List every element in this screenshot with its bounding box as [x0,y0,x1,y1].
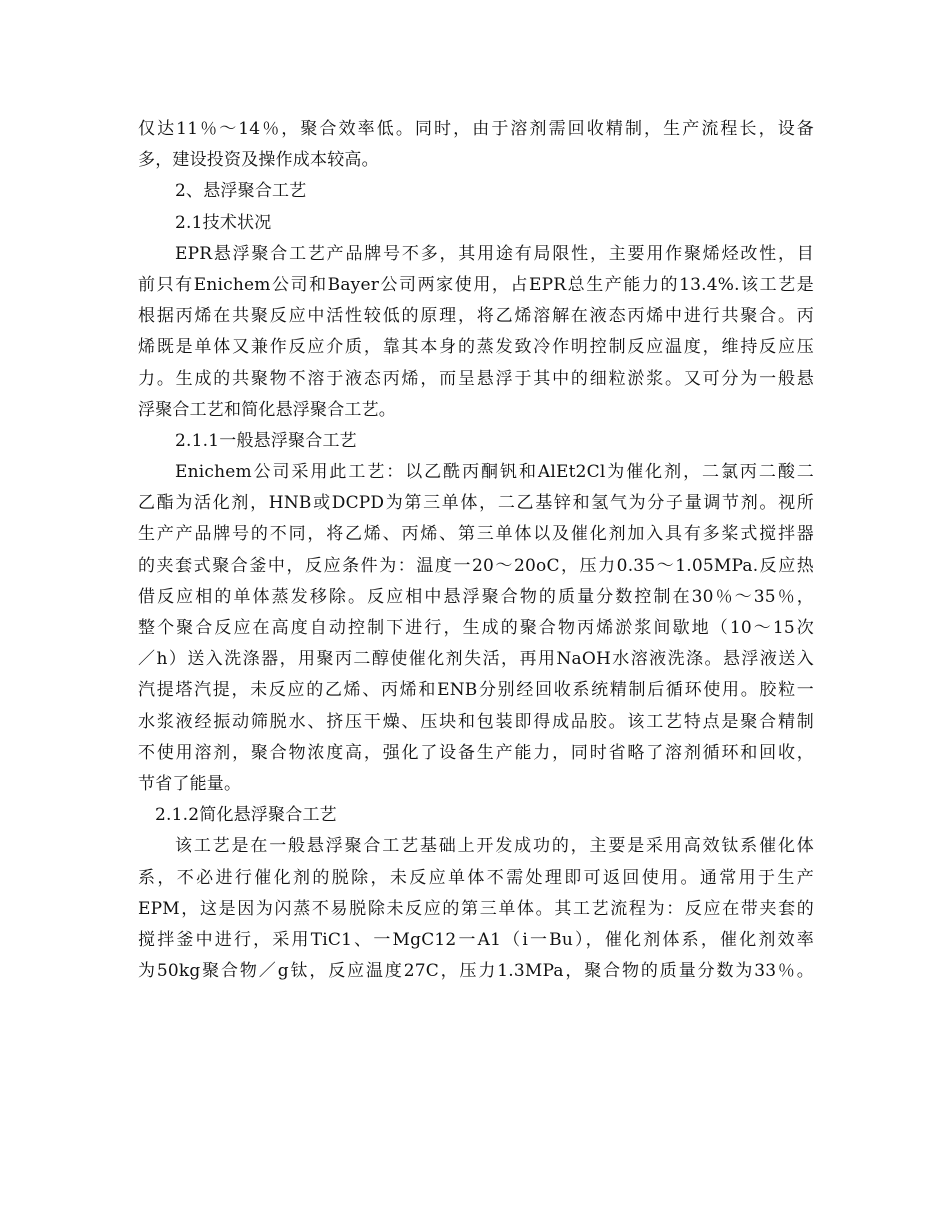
text-line: 生产产品牌号的不同，将乙烯、丙烯、第三单体以及催化剂加入具有多桨式搅拌器 [138,524,814,545]
text-line: 搅拌釜中进行，采用TiC1、一MgC12一A1（i一Bu），催化剂体系，催化剂效率 [138,929,814,950]
document-body [138,114,814,987]
text-line: 力。生成的共聚物不溶于液态丙烯，而呈悬浮于其中的细粒淤浆。又可分为一般悬 [138,368,814,389]
text-line: 该工艺是在一般悬浮聚合工艺基础上开发成功的，主要是采用高效钛系催化体 [175,836,814,857]
text-line: ／h）送入洗涤器，用聚丙二醇使催化剂失活，再用NaOH水溶液洗涤。悬浮液送入 [138,649,814,670]
text-line: 仅达11％～14％，聚合效率低。同时，由于溶剂需回收精制，生产流程长，设备 [138,119,814,139]
subsection-heading: 2.1.2简化悬浮聚合工艺 [155,805,337,826]
text-line: 整个聚合反应在高度自动控制下进行，生成的聚合物丙烯淤浆间歇地（10～15次 [138,618,814,638]
text-line: 为50kg聚合物／g钛，反应温度27C，压力1.3MPa，聚合物的质量分数为33％。 [138,961,814,982]
text-line: 汽提塔汽提，未反应的乙烯、丙烯和ENB分别经回收系统精制后循环使用。胶粒一 [138,680,814,701]
text-line: Enichem公司采用此工艺：以乙酰丙酮钒和AlEt2Cl为催化剂，二氯丙二酸二 [175,462,814,483]
text-line: 乙酯为活化剂，HNB或DCPD为第三单体，二乙基锌和氢气为分子量调节剂。视所 [138,493,814,514]
section-heading: 2、悬浮聚合工艺 [175,181,307,202]
text-line: 的夹套式聚合釜中，反应条件为：温度一20～20oC，压力0.35～1.05MPa.反应热 [138,555,814,576]
text-line: 不使用溶剂，聚合物浓度高，强化了设备生产能力，同时省略了溶剂循环和回收， [138,742,814,763]
text-line: 借反应相的单体蒸发移除。反应相中悬浮聚合物的质量分数控制在30％～35％， [138,586,814,607]
subsection-heading: 2.1技术状况 [175,212,272,233]
text-line: 水浆液经振动筛脱水、挤压干燥、压块和包装即得成品胶。该工艺特点是聚合精制 [138,711,814,732]
text-line: EPM，这是因为闪蒸不易脱除未反应的第三单体。其工艺流程为：反应在带夹套的 [138,898,814,919]
text-line: 系，不必进行催化剂的脱除，未反应单体不需处理即可返回使用。通常用于生产 [138,867,814,888]
text-line: 多，建设投资及操作成本较高。 [138,150,379,171]
text-line: 节省了能量。 [138,773,242,794]
text-line: 浮聚合工艺和简化悬浮聚合工艺。 [138,399,396,420]
text-line: 根据丙烯在共聚反应中活性较低的原理，将乙烯溶解在液态丙烯中进行共聚合。丙 [138,306,814,327]
text-line: EPR悬浮聚合工艺产品牌号不多，其用途有局限性，主要用作聚烯烃改性，目 [175,243,814,264]
text-line: 前只有Enichem公司和Bayer公司两家使用，占EPR总生产能力的13.4%.该工艺是 [138,274,814,295]
subsection-heading: 2.1.1一般悬浮聚合工艺 [175,430,357,451]
text-line: 烯既是单体又兼作反应介质，靠其本身的蒸发致冷作明控制反应温度，维持反应压 [138,337,814,358]
